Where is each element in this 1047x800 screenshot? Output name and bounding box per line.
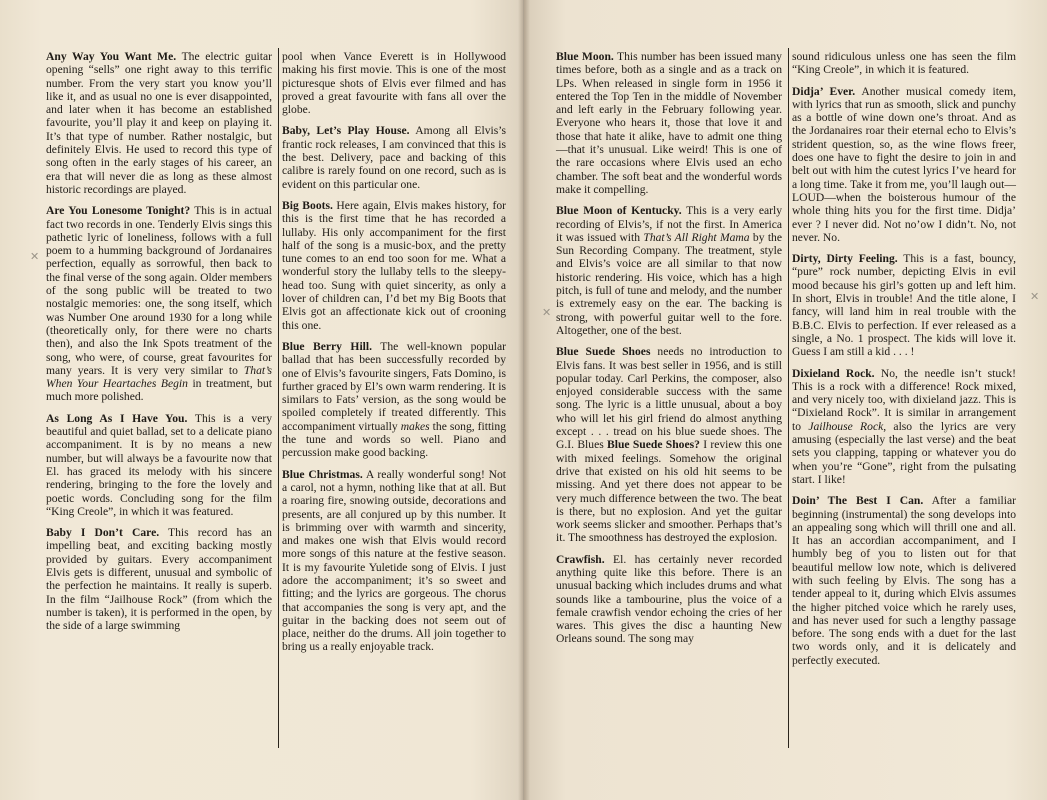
pencil-tick-mark: ✕ xyxy=(542,306,552,319)
review-text: El. has certainly never recorded anything quite like this before. There is an unusual backing which includes drums and what sounds like a tambourine, plus the voice of a female crawfish vendor echoing the cries of her wares. This gives the disc a haunting New Orleans sound. The song may xyxy=(556,552,782,646)
review-text: Among all Elvis’s frantic rock releases, I am convinced that this is the best. Delivery, pace and backing of this calibre is rarely found on one record, such as is evident on this particular one. xyxy=(282,124,506,191)
italic-word: makes xyxy=(400,419,430,433)
review-entry xyxy=(792,252,1016,358)
review-entry xyxy=(46,50,272,196)
column-divider xyxy=(788,48,789,748)
song-title: Didja’ Ever. xyxy=(792,84,856,98)
review-entry xyxy=(282,50,506,116)
review-entry xyxy=(792,50,1016,77)
review-entry xyxy=(282,124,506,190)
review-entry xyxy=(556,553,782,646)
review-entry xyxy=(46,412,272,518)
review-text: This is a very beautiful and quiet ballad, set to a delicate piano accompaniment. It is by no means a new number, but will always be a favourite now that El. has graced its melody with his sincere rendering, bringing to the fore the lovely and poetic words. Concluding song for the film “King Creole”, in which it was featured. xyxy=(46,411,272,518)
review-text: After a familiar beginning (instrumental) the song develops into an appealing song which will thrill one and all. It has an accordian accompaniment, and I humbly beg of you to listen out for that beautiful mellow low note, which is delivered with such feeling by Elvis. The song has a tender appeal to it, during which Elvis assumes the higher pitched voice which he rarely uses, and has never used for such a lengthy passage before. The song ends with a duet for the last two words only, and it is delicately and perfectly executed. xyxy=(792,494,1016,667)
song-title: Dirty, Dirty Feeling. xyxy=(792,252,898,266)
right-page-column-2 xyxy=(792,50,1016,675)
review-entry xyxy=(282,468,506,654)
review-entry xyxy=(282,340,506,460)
review-text: , also the lyrics are very amusing (especially the last verse) and the beat sets you clapping, tapping or whatever you do when you’re “Gone”, right from the pulsating start. I like! xyxy=(792,419,1016,486)
review-text: pool when Vance Everett is in Hollywood making his first movie. This is one of the most picturesque shots of Elvis ever filmed and has proved a great favourite with fans all over the globe. xyxy=(282,50,506,117)
italic-song-reference: That’s All Right Mama xyxy=(643,230,750,244)
song-title: As Long As I Have You. xyxy=(46,411,188,425)
review-text: This is a very early recording of Elvis’s, if not the first. In America it was issued with xyxy=(556,204,782,244)
italic-song-reference: That’s When Your Heartaches Begin xyxy=(46,363,272,391)
song-title: Any Way You Want Me. xyxy=(46,50,177,63)
right-page xyxy=(524,0,1047,800)
review-text: The well-known popular ballad that has been successfully recorded by one of Elvis’s favourite singers, Fats Domino, is further graced by El’s own warm rendering. It is similars to Fats’ version, as the song would be spoiled completely if treated differently. This accompaniment virtually xyxy=(282,339,506,433)
review-entry xyxy=(46,204,272,403)
review-text: the song, fitting the tune and words so well. Piano and percussion make good backing. xyxy=(282,419,506,460)
review-entry xyxy=(556,345,782,544)
review-text: I review this one with mixed feelings. Somehow the original drive that existed on his old hit seems to be missing. And yet there does not appear to be very much difference between the two. The beat is there, but no explosion. And yet the guitar work seems slicker and smoother. Perhaps that’s it. The smoothness has destroyed the explosion. xyxy=(556,438,782,545)
review-text: needs no introduction to Elvis fans. It was best seller in 1956, and is still popular today. Carl Perkins, the composer, also enjoyed considerable success with the same song. The lyric is a little unusual, about a boy who will let his girl friend do almost anything except . . . tread on his blue suede shoes. The G.I. Blues xyxy=(556,345,782,452)
review-entry xyxy=(46,526,272,632)
review-text: No, the needle isn’t stuck! This is a rock with a difference! Rock mixed, and very nicely too, with dixieland jazz. This is “Dixieland Rock”. It is similar in arrangement to xyxy=(792,366,1016,433)
review-entry xyxy=(556,50,782,196)
review-entry xyxy=(792,85,1016,245)
pencil-tick-mark: ✕ xyxy=(30,250,40,263)
song-title: Are You Lonesome Tonight? xyxy=(46,204,191,218)
review-text: Another musical comedy item, with lyrics that run as smooth, slick and punchy as a bottle of wine down one’s throat. And as the Jordanaires roar their eternal echo to Elvis’s strident question, so, as the wine flows freer, does one have to fight the desire to join in and belt out with him the cutest lyrics I’ve heard for a long time. Take it from me, you’ll laugh out—LOUD—when the boisterous humour of the whole thing hits you for the first time. Didja’ ever ? I never did. Not no’ow I didn’t. No, not never. No. xyxy=(792,84,1016,244)
song-title: Baby I Don’t Care. xyxy=(46,526,160,540)
review-text: This number has been issued many times before, both as a single and as a track on LPs. When released in single form in 1956 it entered the Top Ten in the middle of November and left early in the February following year. Everyone who hears it, those that love it and those that hate it alike, have to admit one thing—that it’s unusual. Like weird! This is one of the rare occasions where Elvis used an echo chamber. The soft beat and the wonderful words make it compelling. xyxy=(556,50,782,196)
song-title: Blue Christmas. xyxy=(282,467,363,481)
song-title: Dixieland Rock. xyxy=(792,366,875,380)
song-title: Big Boots. xyxy=(282,198,333,212)
left-page-column-2 xyxy=(282,50,506,662)
review-text: in treatment, but much more polished. xyxy=(46,377,272,404)
book-gutter xyxy=(518,0,530,800)
song-title: Crawfish. xyxy=(556,552,605,566)
italic-song-reference: Jailhouse Rock xyxy=(808,419,884,433)
column-divider xyxy=(278,48,279,748)
review-text: This is in actual fact two records in one. Tenderly Elvis sings this pathetic lyric of loneliness, follows with a full poem to a humming background of Jordanaires perfection, equally as sorrowful, then back to the final verse of the song again. Older members of the song public will be treated to two nostalgic memories: one, the song itself, which was Number One around 1930 for a long while (theoretically only, for there were no charts then), and also the Ink Spots treatment of the song, who were, of course, great favourites for many years. It is very very similar to xyxy=(46,204,272,377)
review-text: A really wonderful song! Not a carol, not a hymn, nothing like that at all. But a roaring fire, snowing outside, decorations and presents, are all conjured up by this number. It is brimming over with warmth and sincerity, and makes one wish that Elvis would record more songs of this nature at the festive season. It is my favourite Yuletide song of Elvis. I just adore the accompaniment; it’s so sweet and fitting; and the lyrics are gorgeous. The chorus that accompanies the song is very apt, and the guitar in the backing does not seem out of place, neither do the drums. All join together to bring us a really enjoyable track. xyxy=(282,467,506,654)
review-text: This record has an impelling beat, and exciting backing mostly provided by guitars. Every accompaniment Elvis gets is different, unusual and symbolic of the perfection he maintains. It really is superb. In the film “Jailhouse Rock” (from which the number is taken), it is performed in the open, by the side of a large swimming xyxy=(46,526,272,633)
pencil-tick-mark: ✕ xyxy=(1030,290,1040,303)
review-text: The electric guitar opening “sells” one right away to this terrific number. From the very start you know you’ll like it, and as usual no one is ever disappointed, and later when it has become an established favourite, you’ll play it and keep on playing it. It’s that type of number. Rather nostalgic, but definitely Elvis. He used to record this type of song often in the early stages of his career, an era that will never die as long as these almost historic recordings are played. xyxy=(46,50,272,196)
review-entry xyxy=(792,494,1016,667)
song-title: Baby, Let’s Play House. xyxy=(282,124,410,138)
review-entry xyxy=(792,367,1016,487)
song-title: Blue Moon of Kentucky. xyxy=(556,204,682,218)
review-text: This is a fast, bouncy, “pure” rock number, depicting Elvis in evil mood because his girl’s gotten up and left him. In short, Elvis in trouble! And the title alone, I fancy, will land him in real trouble with the B.B.C. Elvis to perfection. If ever released as a single, a No. 1 prospect. The kids will love it. Guess I am still a kid . . . ! xyxy=(792,252,1017,359)
review-text: by the Sun Recording Company. The treatment, style and Elvis’s voice are all similar to that now historic rendering. His voice, which has a high pitch, is full of tune and melody, and the number is extremely easy on the ear. The backing is strong, with powerful guitar well to the fore. Altogether, one of the best. xyxy=(556,230,782,337)
song-title: Blue Suede Shoes? xyxy=(607,438,700,452)
review-text: sound ridiculous unless one has seen the film “King Creole”, in which it is featured. xyxy=(792,50,1016,77)
left-page-column-1 xyxy=(46,50,272,640)
right-page-column-1 xyxy=(556,50,782,654)
left-page xyxy=(0,0,523,800)
song-title: Blue Suede Shoes xyxy=(556,345,651,359)
song-title: Blue Moon. xyxy=(556,50,614,63)
review-entry xyxy=(282,199,506,332)
song-title: Blue Berry Hill. xyxy=(282,339,373,353)
review-text: Here again, Elvis makes history, for this is the first time that he has recorded a lullaby. His only accompaniment for the first half of the song is a music-box, and the pretty tune comes to an end too soon for me. What a wonderful story the lullaby tells to the sleepy-head too. Sung with quiet sincerity, as only a lover of children can, I’d bet my Big Boots that Elvis got an affectionate kick out of crooning this one. xyxy=(282,198,506,332)
review-entry xyxy=(556,204,782,337)
song-title: Doin’ The Best I Can. xyxy=(792,494,924,508)
